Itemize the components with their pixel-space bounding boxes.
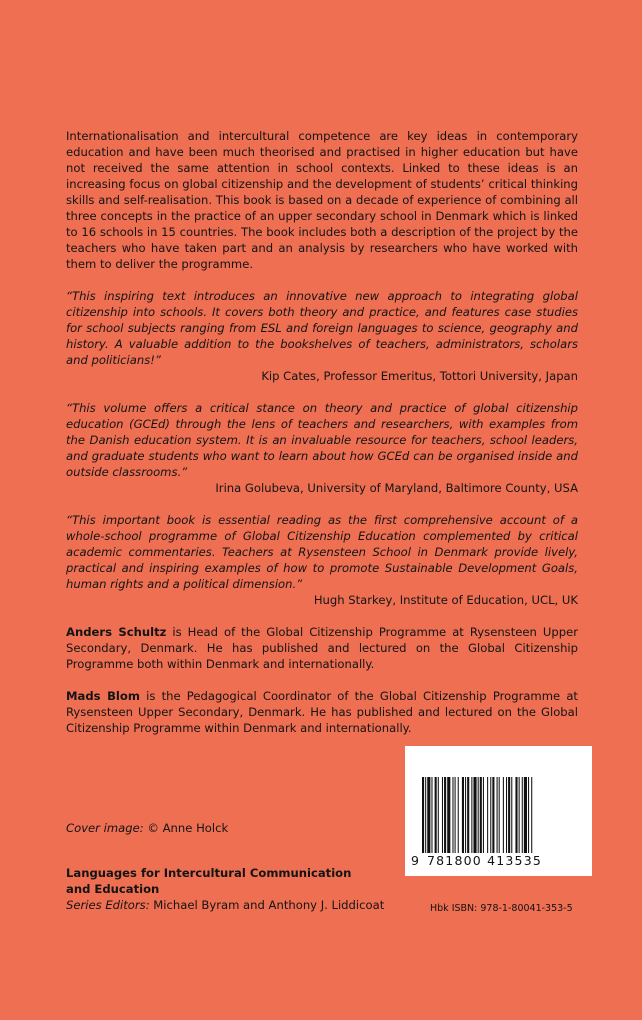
barcode-bar <box>431 777 432 853</box>
barcode-bar <box>442 777 443 853</box>
endorsement-text: “This inspiring text introduces an innovative new approach to integrating global citizenship into schools. It covers both theory and practice, and features case studies for school subjects ranging from ESL and foreign languages to science, geography and history. A valuable addition to the bookshelves of teachers, administrators, scholars and politicians!” <box>66 289 578 367</box>
barcode-bar <box>528 777 529 853</box>
barcode-bar <box>499 777 500 853</box>
barcode-bar <box>467 777 469 853</box>
barcode-bar <box>487 777 488 853</box>
barcode-bar <box>452 777 453 853</box>
barcode-bar <box>473 777 476 853</box>
series-editors-label: Series Editors: <box>66 898 150 912</box>
barcode-bar <box>519 777 520 853</box>
barcode-bar <box>515 777 517 853</box>
author-bio-1 <box>66 624 578 672</box>
barcode-bar <box>508 777 510 853</box>
barcode-bar <box>478 777 479 853</box>
endorsement-text: “This volume offers a critical stance on theory and practice of global citizenship education (GCEd) through the lens of teachers and researchers, with examples from the Danish education system. It is an invaluable resource for teachers, school leaders, and graduate students who want to learn about how GCEd can be organised inside and outside classrooms.” <box>66 401 578 479</box>
series-title-line1: Languages for Intercultural Communication <box>66 866 352 880</box>
series-info <box>66 865 384 913</box>
barcode-bar <box>444 777 446 853</box>
endorsement-text: “This important book is essential reading as the first comprehensive account of a whole-school programme of Global Citizenship Education complemented by critical academic commentaries. Teachers at Rysensteen School in Denmark provide lively, practical and inspiring examples of how to promote Sustainable Development Goals, human rights and a political dimension.” <box>66 513 578 591</box>
cover-image-label: Cover image: <box>66 821 144 835</box>
cover-image-credit <box>66 820 228 836</box>
author-name: Anders Schultz <box>66 625 167 639</box>
endorsement-attribution: Hugh Starkey, Institute of Education, UCL, UK <box>313 593 578 607</box>
barcode-bar <box>462 777 464 853</box>
barcode-bar <box>435 777 437 853</box>
barcode-bar <box>483 777 484 853</box>
endorsement-3 <box>66 512 578 608</box>
barcode-bar <box>422 777 424 853</box>
endorsement-1 <box>66 288 578 384</box>
barcode-bar <box>490 777 491 853</box>
endorsement-attribution: Kip Cates, Professor Emeritus, Tottori University, Japan <box>261 369 578 383</box>
barcode-bar <box>492 777 494 853</box>
barcode-bar <box>427 777 430 853</box>
text-column <box>66 128 578 752</box>
barcode-bar <box>425 777 426 853</box>
author-name: Mads Blom <box>66 689 140 703</box>
book-blurb: Internationalisation and intercultural competence are key ideas in contemporary education and have been much theorised and practised in higher education but have not received the same attention in school contexts. Linked to these ideas is an increasing focus on global citizenship and the development of students’ critical thinking skills and self-realisation. This book is based on a decade of experience of combining all three concepts in the practice of an upper secondary school in Denmark which is linked to 16 schools in 15 countries. The book includes both a description of the project by the teachers who have taken part and an analysis by researchers who have worked with them to deliver the programme. <box>66 129 578 271</box>
barcode-lead-digit: 9 <box>411 853 421 868</box>
barcode-bar <box>506 777 507 853</box>
barcode-bar <box>480 777 482 853</box>
series-editors: Michael Byram and Anthony J. Liddicoat <box>149 898 385 912</box>
barcode-bar <box>458 777 459 853</box>
barcode-bar <box>531 777 532 853</box>
author-bio-2 <box>66 688 578 736</box>
barcode-bars <box>422 777 575 853</box>
barcode-bar <box>524 777 527 853</box>
barcode-bar <box>465 777 466 853</box>
author-bio-text: is Head of the Global Citizenship Programme at Rysensteen Upper Secondary, Denmark. He has published and lectured on the Global Citizenship Programme both within Denmark and internationally. <box>66 625 578 671</box>
barcode-bar <box>447 777 450 853</box>
author-bio-text: is the Pedagogical Coordinator of the Global Citizenship Programme at Rysensteen Upper Secondary, Denmark. He has published and lectured on the Global Citizenship Programme within Denmark and internationally. <box>66 689 578 735</box>
cover-image-artist: © Anne Holck <box>143 821 229 835</box>
series-title-line2: and Education <box>66 882 160 896</box>
barcode <box>405 746 592 876</box>
endorsement-2 <box>66 400 578 496</box>
barcode-number: 781800 413535 <box>427 853 543 868</box>
barcode-bar <box>471 777 472 853</box>
barcode-bar <box>522 777 523 853</box>
barcode-bar <box>438 777 439 853</box>
barcode-bar <box>503 777 504 853</box>
barcode-bar <box>511 777 512 853</box>
barcode-bar <box>455 777 456 853</box>
endorsement-attribution: Irina Golubeva, University of Maryland, Baltimore County, USA <box>215 481 578 495</box>
isbn: Hbk ISBN: 978-1-80041-353-5 <box>430 903 573 914</box>
barcode-bar <box>497 777 498 853</box>
